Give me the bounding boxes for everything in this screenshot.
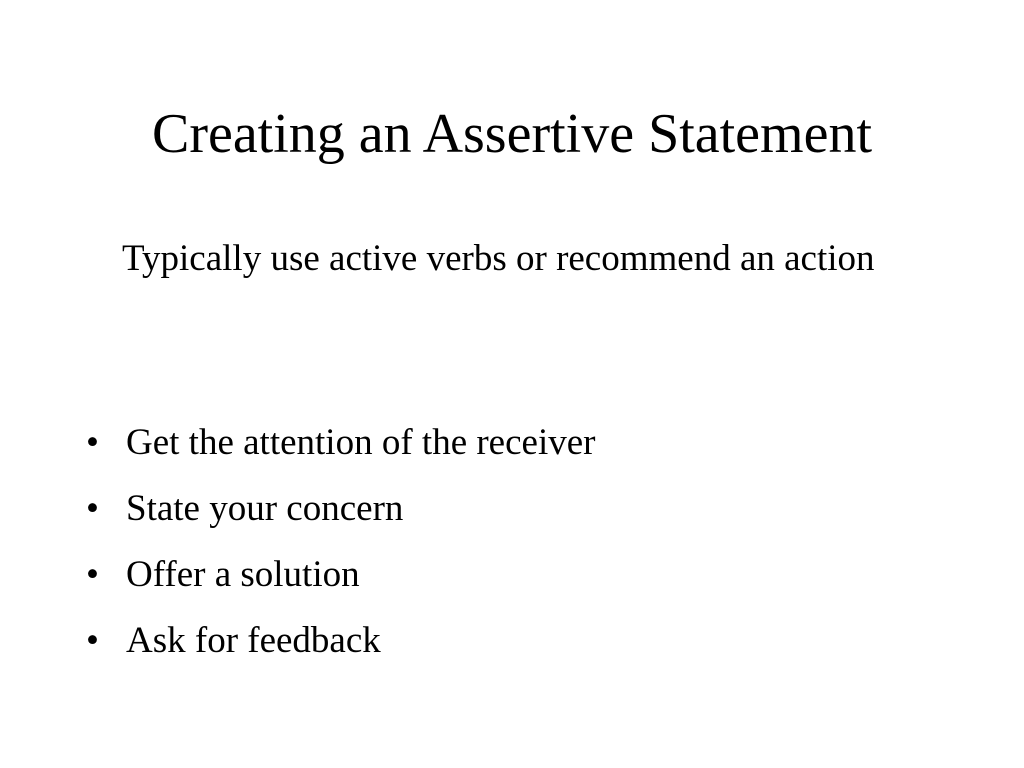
bullet-text: Ask for feedback: [126, 620, 381, 661]
bullet-item: [86, 414, 946, 480]
slide-title: Creating an Assertive Statement: [151, 103, 873, 165]
bullet-item: [86, 546, 946, 612]
bullet-text: Offer a solution: [126, 554, 360, 595]
bullet-marker-icon: •: [86, 620, 99, 661]
bullet-marker-icon: •: [86, 422, 99, 463]
bullet-item: [86, 612, 946, 678]
bullet-item: [86, 480, 946, 546]
intro-text: Typically use active verbs or recommend an action: [122, 238, 875, 279]
bullet-marker-icon: •: [86, 554, 99, 595]
bullet-text: State your concern: [126, 488, 404, 529]
bullet-text: Get the attention of the receiver: [126, 422, 596, 463]
bullet-list: [86, 414, 946, 678]
bullet-marker-icon: •: [86, 488, 99, 529]
